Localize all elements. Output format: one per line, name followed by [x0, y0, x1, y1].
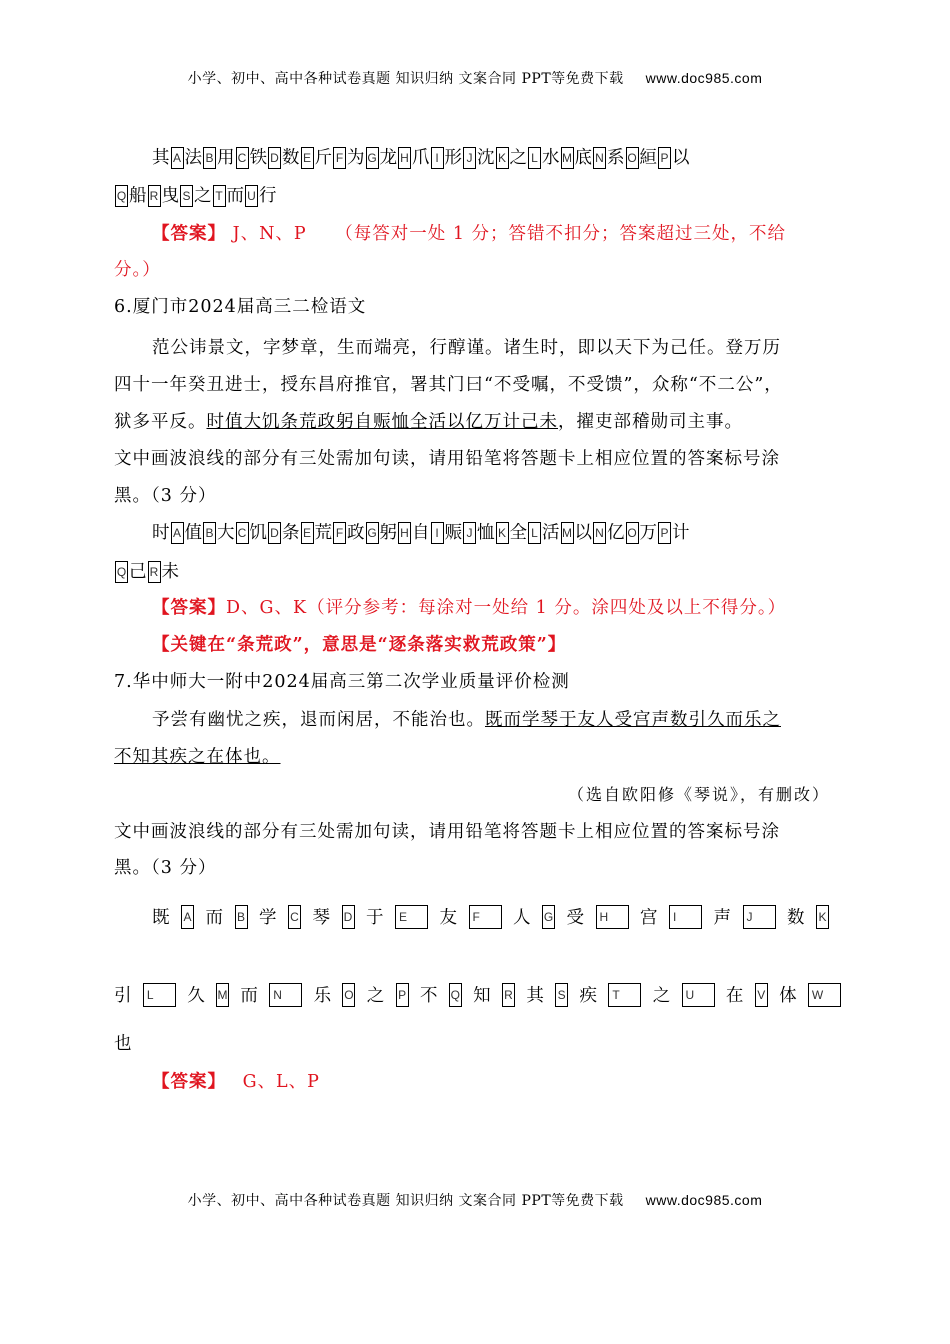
q7-answer-box-k[interactable]: K [816, 905, 829, 929]
q6-char: 大 [217, 522, 235, 543]
q7-sequence-row-3: 也 [114, 1034, 133, 1054]
q7-answer-box-s[interactable]: S [555, 983, 568, 1007]
q5-answer-box-i[interactable]: I [431, 147, 444, 169]
q5-char: 之 [509, 147, 527, 168]
q6-sequence-line-2 [114, 558, 179, 585]
q7-answer [152, 1070, 876, 1094]
q6-char: 时 [152, 522, 170, 543]
q5-answer-box-e[interactable]: E [301, 147, 314, 169]
q5-answer-box-n[interactable]: N [593, 147, 606, 169]
q5-char: 数 [282, 147, 300, 168]
q7-char: 既 [152, 908, 170, 928]
q5-char: 其 [152, 147, 170, 168]
q7-title: 7.华中师大一附中2024届高三第二次学业质量评价检测 [114, 672, 570, 692]
q6-key-note: 【关键在“条荒政”，意思是“逐条落实救荒政策”】 [152, 635, 567, 655]
q5-answer-box-o[interactable]: O [626, 147, 639, 169]
q6-title: 6.厦门市2024届高三二检语文 [114, 297, 367, 317]
q7-answer-box-o[interactable]: O [342, 983, 355, 1007]
q6-char: 活 [542, 522, 560, 543]
q6-char: 计 [672, 522, 690, 543]
q5-answer-box-c[interactable]: C [236, 147, 249, 169]
q6-answer-box-j[interactable]: J [463, 522, 476, 544]
q5-answer [152, 222, 876, 246]
q6-answer-box-i[interactable]: I [431, 522, 444, 544]
q5-answer-box-k[interactable]: K [496, 147, 509, 169]
q7-answer-box-h[interactable]: H [596, 905, 629, 929]
q5-sequence-line-2 [114, 182, 277, 209]
q6-char: 荒 [314, 522, 332, 543]
q7-char: 声 [713, 908, 731, 928]
q7-char: 知 [473, 986, 491, 1006]
q7-p1-start: 予尝有幽忧之疾，退而闲居，不能治也。 [152, 710, 485, 730]
q7-answer-box-t[interactable]: T [608, 983, 641, 1007]
q5-answer-box-h[interactable]: H [398, 147, 411, 169]
q5-char: 沈 [477, 147, 495, 168]
q6-answer-box-b[interactable]: B [203, 522, 216, 544]
q7-passage-line-2 [114, 745, 838, 769]
q7-instruction-2: 黑。（3 分） [114, 858, 217, 878]
q7-char: 久 [187, 986, 205, 1006]
page-header [0, 68, 950, 88]
footer-text: 小学、初中、高中各种试卷真题 知识归纳 文案合同 PPT等免费下载 [187, 1193, 624, 1209]
q6-char: 条 [282, 522, 300, 543]
footer-url: www.doc985.com [645, 1192, 763, 1208]
q6-passage-line-1: 范公讳景文，字梦章，生而端亮，行醇谨。诸生时，即以天下为己任。登万历 [152, 338, 781, 358]
q7-char: 而 [240, 986, 258, 1006]
q6-answer-box-l[interactable]: L [528, 522, 541, 544]
q6-char: 赈 [444, 522, 462, 543]
q6-char: 己 [129, 561, 147, 582]
q7-char: 琴 [312, 908, 330, 928]
q5-char: 爪 [412, 147, 430, 168]
header-url: www.doc985.com [645, 70, 763, 86]
q6-char: 饥 [249, 522, 267, 543]
q7-answer-box-d[interactable]: D [342, 905, 355, 929]
q7-char: 不 [419, 986, 438, 1006]
q7-answer-box-l[interactable]: L [143, 983, 176, 1007]
q7-answer-box-f[interactable]: F [469, 905, 502, 929]
q7-answer-box-m[interactable]: M [216, 983, 229, 1007]
q7-answer-box-j[interactable]: J [743, 905, 776, 929]
q7-char: 受 [566, 908, 584, 928]
q5-answer-box-l[interactable]: L [528, 147, 541, 169]
q6-passage-line-2: 四十一年癸丑进士，授东昌府推官，署其门曰“不受嘱，不受馈”，众称“不二公”， [114, 375, 783, 395]
q6-answer-box-n[interactable]: N [593, 522, 606, 544]
q6-answer-box-k[interactable]: K [496, 522, 509, 544]
q6-answer-box-a[interactable]: A [171, 522, 184, 544]
q5-answer-box-a[interactable]: A [171, 147, 184, 169]
q6-answer-box-c[interactable]: C [236, 522, 249, 544]
q7-char: 宫 [640, 908, 658, 928]
q7-answer-box-n[interactable]: N [269, 983, 302, 1007]
q6-char: 万 [639, 522, 657, 543]
q7-char: 数 [787, 908, 805, 928]
q5-char: 法 [184, 147, 202, 168]
q7-char: 其 [526, 986, 544, 1006]
q6-answer-box-m[interactable]: M [561, 522, 574, 544]
q5-char: 船 [129, 185, 147, 206]
q5-answer-box-m[interactable]: M [561, 147, 574, 169]
q5-char: 行 [259, 185, 277, 206]
q7-answer-value: G、L、P [242, 1072, 320, 1092]
q5-answer-box-b[interactable]: B [203, 147, 216, 169]
q6-p3-start: 狱多平反。 [114, 412, 207, 432]
q5-char: 底 [574, 147, 592, 168]
q7-answer-box-u[interactable]: U [682, 983, 715, 1007]
q5-char: 水 [542, 147, 560, 168]
q6-answer-box-o[interactable]: O [626, 522, 639, 544]
q7-underlined-text-2: 不知其疾之在体也。 [114, 747, 281, 767]
q5-answer-note-2: 分。） [114, 260, 161, 280]
q7-answer-box-c[interactable]: C [288, 905, 301, 929]
q5-char: 系 [607, 147, 625, 168]
q6-answer-box-e[interactable]: E [301, 522, 314, 544]
q5-answer-box-t[interactable]: T [213, 185, 226, 207]
q5-char: 而 [226, 185, 244, 206]
q7-char: 于 [366, 908, 384, 928]
q5-answer-box-u[interactable]: U [245, 185, 258, 207]
q5-answer-box-f[interactable]: F [333, 147, 346, 169]
q7-char: 乐 [313, 986, 332, 1006]
q7-char: 在 [725, 986, 744, 1006]
q6-char: 恤 [477, 522, 495, 543]
q7-char: 学 [259, 908, 277, 928]
q5-answer-note: （每答对一处 1 分；答错不扣分；答案超过三处，不给 [335, 224, 787, 244]
q7-source: （选自欧阳修《琴说》，有删改） [567, 785, 830, 804]
q5-char: 絙 [639, 147, 657, 168]
q6-underlined-text: 时值大饥条荒政躬自赈恤全活以亿万计己未 [206, 412, 558, 432]
q6-char: 躬 [379, 522, 397, 543]
q5-answer-box-p[interactable]: P [658, 147, 671, 169]
q6-answer-box-g[interactable]: G [366, 522, 379, 544]
q7-answer-box-w[interactable]: W [808, 983, 841, 1007]
q7-passage-line-1 [152, 708, 876, 732]
q7-char: 之 [652, 986, 671, 1006]
q7-underlined-text-1: 既而学琴于友人受宫声数引久而乐之 [485, 710, 781, 730]
q5-char: 铁 [249, 147, 267, 168]
q7-answer-label: 【答案】 [152, 1072, 226, 1092]
q7-sequence-row-2 [114, 982, 842, 1007]
q6-answer-box-f[interactable]: F [333, 522, 346, 544]
q5-answer-label: 【答案】 [152, 224, 226, 244]
q6-answer-text: D、G、K（评分参考：每涂对一处给 1 分。涂四处及以上不得分。） [226, 598, 787, 618]
q5-sequence-line-1 [152, 144, 690, 171]
q5-char: 以 [672, 147, 690, 168]
q5-answer-box-d[interactable]: D [268, 147, 281, 169]
page-footer [0, 1190, 950, 1210]
q5-answer-box-s[interactable]: S [180, 185, 193, 207]
q6-answer-box-p[interactable]: P [658, 522, 671, 544]
q7-answer-box-e[interactable]: E [395, 905, 428, 929]
q5-char: 为 [347, 147, 365, 168]
q7-answer-box-p[interactable]: P [396, 983, 409, 1007]
q6-passage-line-3 [114, 410, 838, 434]
q6-char: 亿 [607, 522, 625, 543]
q6-answer-box-r[interactable]: R [148, 561, 161, 583]
q7-answer-box-v[interactable]: V [755, 983, 768, 1007]
q6-instruction-1: 文中画波浪线的部分有三处需加句读，请用铅笔将答题卡上相应位置的答案标号涂 [114, 449, 780, 469]
q6-answer [152, 596, 876, 620]
q6-answer-box-d[interactable]: D [268, 522, 281, 544]
q5-answer-box-q[interactable]: Q [115, 185, 128, 207]
q7-answer-box-r[interactable]: R [502, 983, 515, 1007]
q6-char: 值 [184, 522, 202, 543]
q7-instruction-1: 文中画波浪线的部分有三处需加句读，请用铅笔将答题卡上相应位置的答案标号涂 [114, 822, 780, 842]
q5-answer-box-r[interactable]: R [148, 185, 161, 207]
q7-sequence-row-1 [152, 904, 830, 929]
q6-answer-box-h[interactable]: H [398, 522, 411, 544]
q7-answer-box-i[interactable]: I [669, 905, 702, 929]
q7-char: 而 [205, 908, 223, 928]
q5-answer-box-g[interactable]: G [366, 147, 379, 169]
q6-char: 以 [574, 522, 592, 543]
q7-char: 人 [513, 908, 531, 928]
q5-char: 龙 [379, 147, 397, 168]
q7-answer-box-q[interactable]: Q [449, 983, 462, 1007]
q6-char: 全 [509, 522, 527, 543]
q5-char: 用 [217, 147, 235, 168]
q7-char: 疾 [579, 986, 597, 1006]
q7-char: 之 [366, 986, 385, 1006]
q6-char: 政 [347, 522, 365, 543]
q7-answer-box-b[interactable]: B [235, 905, 248, 929]
q6-answer-box-q[interactable]: Q [115, 561, 128, 583]
q7-answer-box-g[interactable]: G [542, 905, 555, 929]
q6-instruction-2: 黑。（3 分） [114, 486, 217, 506]
q5-char: 曳 [161, 185, 179, 206]
header-text: 小学、初中、高中各种试卷真题 知识归纳 文案合同 PPT等免费下载 [187, 71, 624, 87]
q7-char: 友 [439, 908, 457, 928]
q5-answer-box-j[interactable]: J [463, 147, 476, 169]
q7-answer-box-a[interactable]: A [181, 905, 194, 929]
q5-answer-value: J、N、P [232, 224, 307, 244]
q7-char: 体 [779, 986, 797, 1006]
q6-sequence-line-1 [152, 519, 690, 546]
q5-char: 之 [194, 185, 212, 206]
q6-p3-end: ，擢吏部稽勋司主事。 [558, 412, 743, 432]
q6-char: 自 [412, 522, 430, 543]
q5-char: 形 [444, 147, 462, 168]
q6-answer-label: 【答案】 [152, 598, 226, 618]
q7-char: 引 [114, 986, 132, 1006]
q6-char: 未 [161, 561, 179, 582]
q5-char: 斤 [314, 147, 332, 168]
